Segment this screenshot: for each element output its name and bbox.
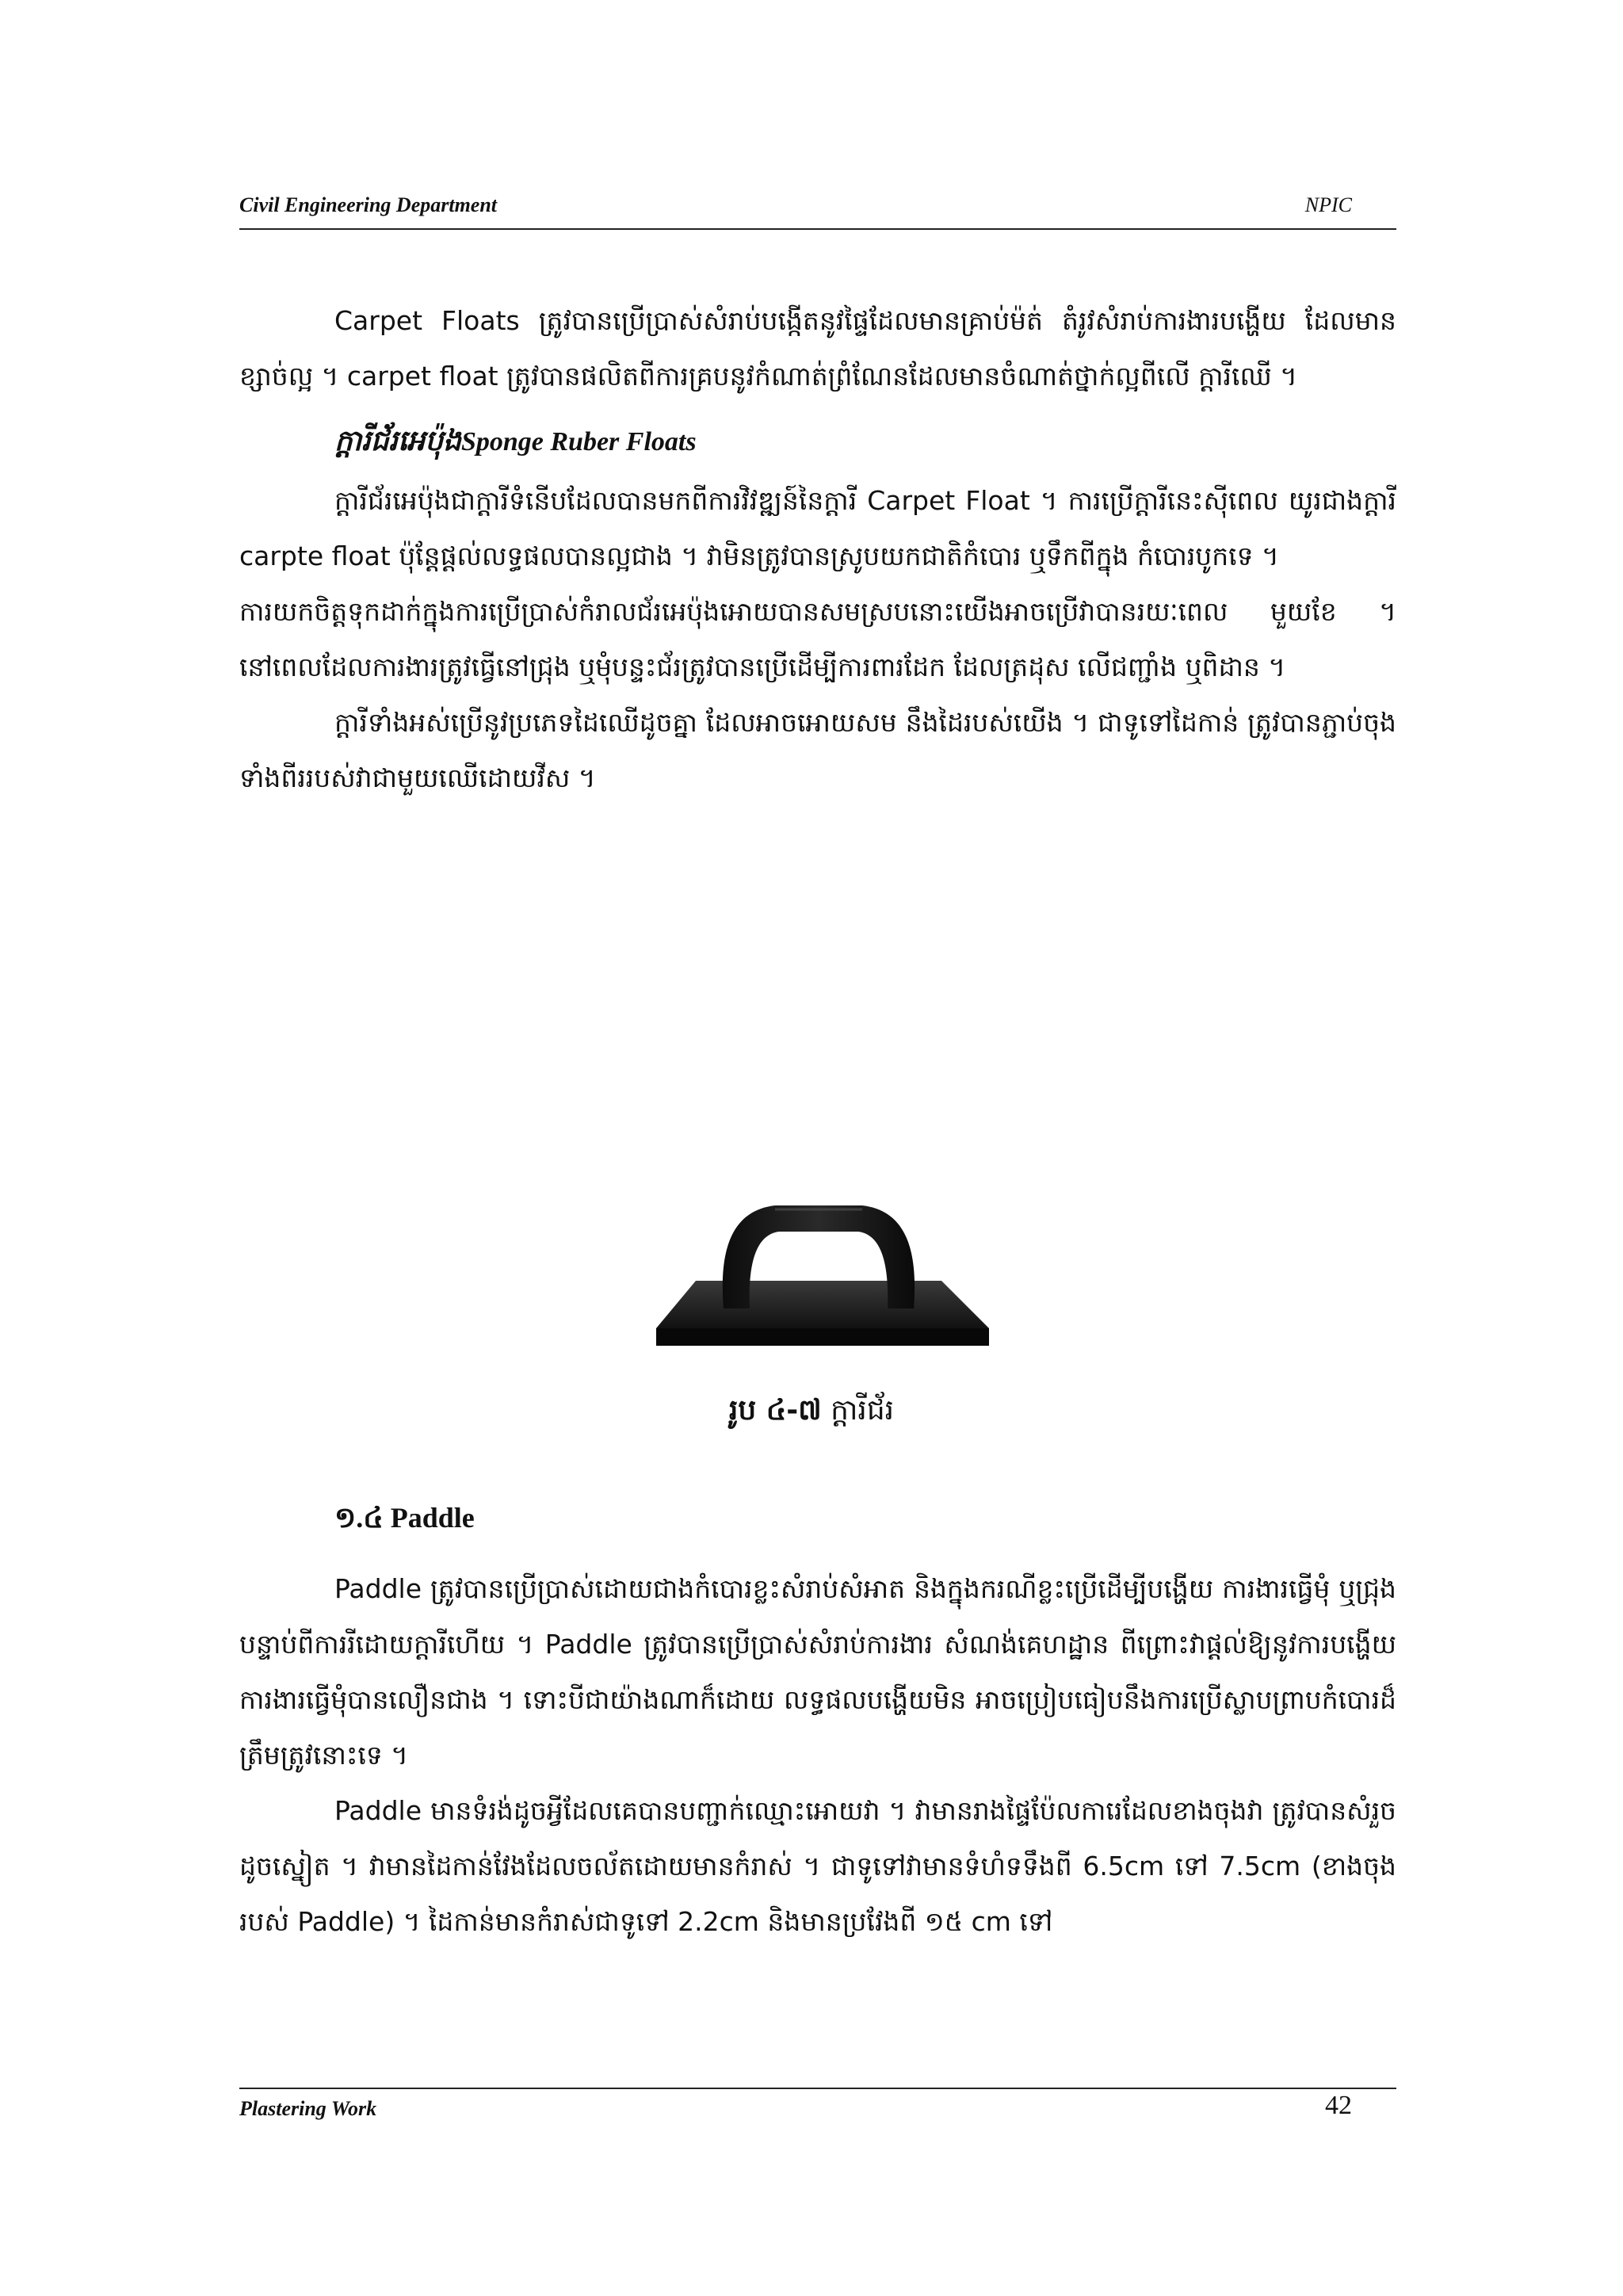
footer-page-number: 42 (1325, 2091, 1352, 2120)
page-footer (239, 2088, 1396, 2137)
paragraph-carpet-floats: Carpet Floats ត្រូវបានប្រើប្រាស់សំរាប់បង្កើតនូវផ្ទៃដែលមានគ្រាប់ម៉ត់ តំរូវសំរាប់ការងារបង្ហើយ ដែលមានខ្សាច់ល្អ ។ carpet float ត្រូវបានផលិតពីការគ្របនូវកំណាត់ព្រំណែនដែលមានចំណាត់ថ្នាក់ល្អពីលើ ក្ដារីឈើ ។ (239, 305, 1396, 392)
paragraph-paddle-2: Paddle មានទំរង់ដូចអ្វីដែលគេបានបញ្ជាក់ឈ្មោះអោយវា ។ វាមានរាងផ្ទៃប៉ែលការេដែលខាងចុងវា ត្រូវបានសំរួចដូចស្នៀត ។ វាមានដៃកាន់វែងដែលចល័តដោយមានកំរាស់ ។ ជាទូទៅវាមានទំហំទទឹងពី 6.5cm ទៅ 7.5cm (ខាងចុងរបស់ Paddle) ។ ដៃកាន់មានកំរាស់ជាទូទៅ 2.2cm និងមានប្រវែងពី ១៥ cm ទៅ (239, 1795, 1396, 1937)
rubber-float-image (640, 1162, 995, 1385)
figure-caption (0, 1392, 1623, 1434)
subheading-english: Sponge Ruber Floats (460, 427, 697, 457)
subheading-khmer: ក្ដារីជ័រអេប៉ុង (334, 425, 461, 457)
header-department: Civil Engineering Department (239, 193, 498, 216)
section-heading-paddle: ១.៤ Paddle (334, 1502, 475, 1534)
footer-chapter: Plastering Work (239, 2097, 377, 2120)
page-header (239, 193, 1396, 230)
figure-caption-text: ក្ដារីជ័រ (831, 1394, 895, 1427)
paragraph-sponge-3: ក្ដារីទាំងអស់ប្រើនូវប្រភេទដៃឈើដូចគ្នា ដែលអាចអោយសម នឹងដៃរបស់យើង ។ ជាទូទៅដៃកាន់ ត្រូវបានភ្ជាប់ចុងទាំងពីររបស់វាជាមួយឈើដោយវីស ។ (239, 707, 1396, 793)
rubber-float-illustration (640, 1162, 995, 1385)
paragraph-paddle-1: Paddle ត្រូវបានប្រើប្រាស់ដោយជាងកំបោរខ្លះសំរាប់សំអាត និងក្នុងករណីខ្លះប្រើដើម្បីបង្ហើយ ការងារធ្វើមុំ ឬជ្រុង បន្ទាប់ពីការរីដោយក្ដារីហើយ ។ Paddle ត្រូវបានប្រើប្រាស់សំរាប់ការងារ សំណង់គេហដ្ឋាន ពីព្រោះវាផ្ដល់ឱ្យនូវការបង្ហើយការងារធ្វើមុំបានលឿនជាង ។ ទោះបីជាយ៉ាងណាក៏ដោយ លទ្ធផលបង្ហើយមិន អាចប្រៀបធៀបនឹងការប្រើស្លាបព្រាបកំបោរដ៏ត្រឹមត្រូវនោះទេ ។ (239, 1573, 1396, 1771)
figure-caption-number: រូប ៤-៧ (728, 1394, 822, 1427)
body-text-bottom (239, 1561, 1396, 1950)
subheading-sponge-floats (239, 414, 1396, 470)
body-text-top (239, 293, 1396, 806)
header-institution: NPIC (1304, 193, 1352, 216)
paragraph-sponge-1: ក្ដារីជ័រអេប៉ុងជាក្ដារីទំនើបដែលបានមកពីការវិវឌ្ឍន៍នៃក្ដារី Carpet Float ។ ការប្រើក្ដារីនេះស៊ីពេល យូរជាងក្ដារី carpte float ប៉ុន្តែផ្ដល់លទ្ធផលបានល្អជាង ។ វាមិនត្រូវបានស្រូបយកជាតិកំបោរ ឬទឹកពីក្នុង កំបោរបូកទេ ។ (239, 485, 1396, 571)
paragraph-sponge-2: ការយកចិត្តទុកដាក់ក្នុងការប្រើប្រាស់កំរាលជ័រអេប៉ុងអោយបានសមស្របនោះយើងអាចប្រើវាបានរយៈពេល មួយខែ ។ នៅពេលដែលការងារត្រូវធ្វើនៅជ្រុង ឬមុំបន្ទះជ័រត្រូវបានប្រើដើម្បីការពារដែក ដែលត្រដុស លើជញ្ជាំង ឬពិដាន ។ (239, 596, 1396, 682)
